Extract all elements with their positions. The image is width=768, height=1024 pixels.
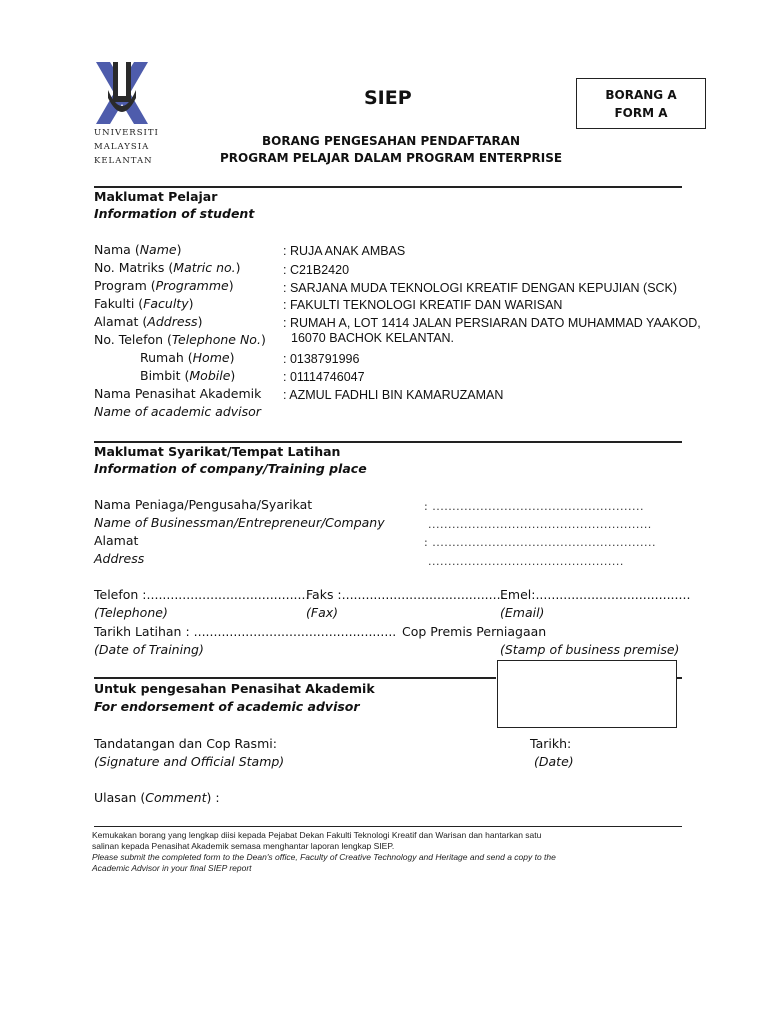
company-email-label-en: (Email) xyxy=(500,605,545,620)
divider-endorsement xyxy=(94,677,496,679)
signature-label: Tandatangan dan Cop Rasmi: xyxy=(94,736,277,751)
student-name-value: : RUJA ANAK AMBAS xyxy=(283,244,406,258)
company-fax-field[interactable]: Faks :......................................... xyxy=(306,587,505,602)
company-phone-label-en: (Telephone) xyxy=(94,605,168,620)
advisor-label-en: Name of academic advisor xyxy=(94,404,261,419)
university-line-2: MALAYSIA xyxy=(94,142,150,152)
comment-label: Ulasan (Comment) : xyxy=(94,790,220,805)
endorsement-section-title-en: For endorsement of academic advisor xyxy=(94,699,360,714)
business-name-field-1[interactable]: : ..................................................... xyxy=(424,500,645,513)
student-section-title: Maklumat Pelajar xyxy=(94,189,218,204)
signature-label-en: (Signature and Official Stamp) xyxy=(94,754,285,769)
training-date-field[interactable]: Tarikh Latihan : ................................................... xyxy=(94,624,397,639)
programme-value: : SARJANA MUDA TEKNOLOGI KREATIF DENGAN KEPUJIAN (SCK) xyxy=(283,281,678,295)
company-address-field-1[interactable]: : ........................................................ xyxy=(424,536,657,549)
student-section-title-en: Information of student xyxy=(94,206,255,221)
footer-note xyxy=(92,830,556,874)
form-heading-line-2: PROGRAM PELAJAR DALAM PROGRAM ENTERPRISE xyxy=(220,151,563,165)
footer-line-4: Academic Advisor in your final SIEP report xyxy=(92,863,252,873)
faculty-label: Fakulti (Faculty) xyxy=(94,296,194,311)
form-id-line-1: BORANG A xyxy=(605,87,677,102)
company-address-field-2[interactable]: ................................................. xyxy=(428,555,624,568)
umk-emblem-icon xyxy=(94,60,150,126)
form-title: SIEP xyxy=(364,87,412,109)
divider-top xyxy=(94,186,682,188)
company-fax-label-en: (Fax) xyxy=(306,605,339,620)
company-section-title: Maklumat Syarikat/Tempat Latihan xyxy=(94,444,341,459)
business-name-field-2[interactable]: ........................................................ xyxy=(428,518,652,531)
university-logo xyxy=(94,60,150,126)
endorsement-section-title: Untuk pengesahan Penasihat Akademik xyxy=(94,681,375,696)
home-phone-value: : 0138791996 xyxy=(283,352,360,366)
form-id-box xyxy=(576,78,706,129)
university-line-3: KELANTAN xyxy=(94,156,153,166)
advisor-name-value: : AZMUL FADHLI BIN KAMARUZAMAN xyxy=(283,388,504,402)
business-stamp-label: Cop Premis Perniagaan xyxy=(402,624,547,639)
company-phone-field[interactable]: Telefon :......................................... xyxy=(94,587,310,602)
endorsement-date-label-en: (Date) xyxy=(534,754,574,769)
company-address-label: Alamat xyxy=(94,533,139,548)
address-value-line-1: : RUMAH A, LOT 1414 JALAN PERSIARAN DATO MUHAMMAD YAAKOD, xyxy=(283,316,701,330)
mobile-phone-value: : 01114746047 xyxy=(283,370,365,384)
faculty-value: : FAKULTI TEKNOLOGI KREATIF DAN WARISAN xyxy=(283,298,563,312)
address-value-line-2: 16070 BACHOK KELANTAN. xyxy=(291,331,455,345)
matric-value: : C21B2420 xyxy=(283,263,350,277)
divider-footer xyxy=(94,826,682,827)
name-label: Nama (Name) xyxy=(94,242,182,257)
business-name-label: Nama Peniaga/Pengusaha/Syarikat xyxy=(94,497,313,512)
programme-label: Program (Programme) xyxy=(94,278,234,293)
business-name-label-en: Name of Businessman/Entrepreneur/Company xyxy=(94,515,385,530)
endorsement-date-label: Tarikh: xyxy=(530,736,572,751)
form-id-line-2: FORM A xyxy=(614,105,668,120)
divider-endorsement-right xyxy=(676,677,682,679)
mobile-phone-label: Bimbit (Mobile) xyxy=(140,368,236,383)
footer-line-2: salinan kepada Penasihat Akademik semasa menghantar laporan lengkap SIEP. xyxy=(92,841,395,851)
business-stamp-box[interactable] xyxy=(497,660,677,728)
footer-line-3: Please submit the completed form to the Dean's office, Faculty of Creative Technology and Heritage and send a copy to the xyxy=(92,852,556,862)
business-stamp-label-en: (Stamp of business premise) xyxy=(500,642,680,657)
phone-label: No. Telefon (Telephone No.) xyxy=(94,332,266,347)
company-email-field[interactable]: Emel:....................................... xyxy=(500,587,691,602)
footer-line-1: Kemukakan borang yang lengkap diisi kepada Pejabat Dekan Fakulti Teknologi Kreatif dan Warisan dan hantarkan satu xyxy=(92,830,542,840)
matric-label: No. Matriks (Matric no.) xyxy=(94,260,241,275)
university-line-1: UNIVERSITI xyxy=(94,128,159,138)
home-phone-label: Rumah (Home) xyxy=(140,350,235,365)
advisor-label: Nama Penasihat Akademik xyxy=(94,386,262,401)
address-label: Alamat (Address) xyxy=(94,314,203,329)
company-address-label-en: Address xyxy=(94,551,145,566)
form-heading-line-1: BORANG PENGESAHAN PENDAFTARAN xyxy=(262,134,521,148)
university-name xyxy=(94,126,159,168)
divider-company xyxy=(94,441,682,443)
training-date-label-en: (Date of Training) xyxy=(94,642,204,657)
company-section-title-en: Information of company/Training place xyxy=(94,461,367,476)
